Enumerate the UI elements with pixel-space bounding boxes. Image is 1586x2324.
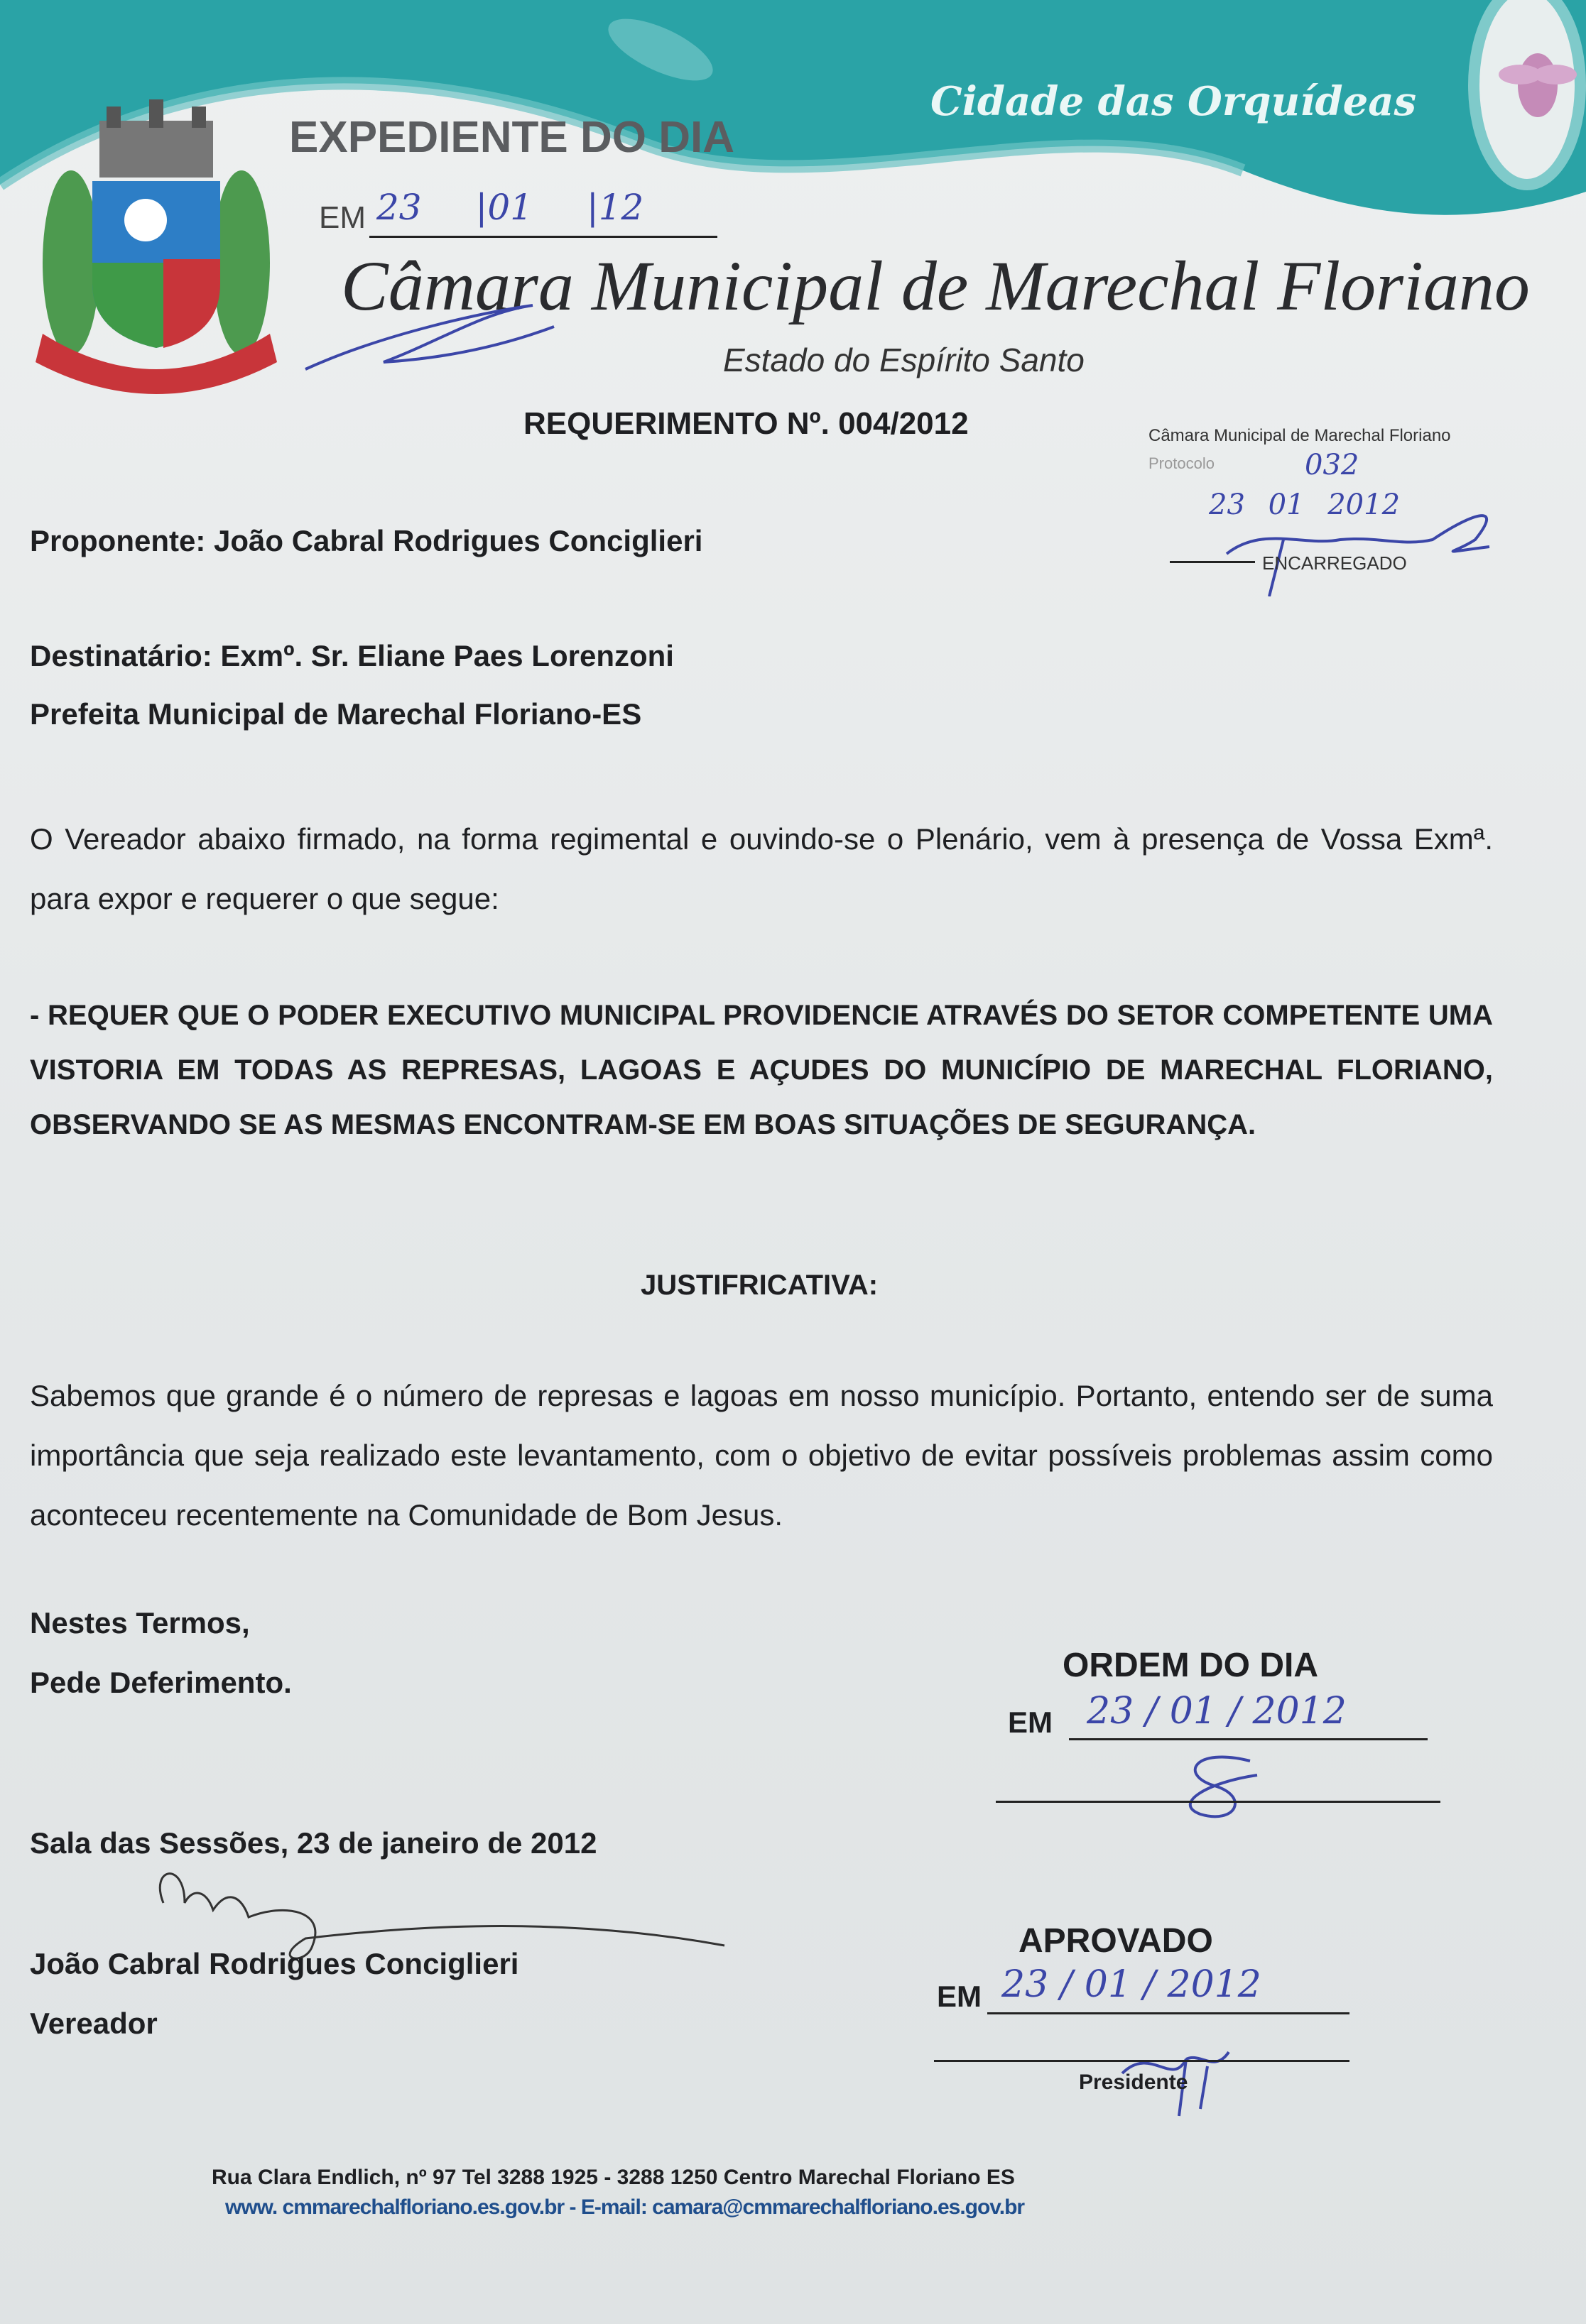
stamp-date-line	[369, 236, 717, 238]
proponent: Proponente: João Cabral Rodrigues Conciglieri	[30, 524, 703, 557]
closing-line-2: Pede Deferimento.	[30, 1666, 292, 1699]
protocol-date: 23 01 2012	[1209, 489, 1401, 521]
ordem-do-dia-title: ORDEM DO DIA	[1063, 1647, 1318, 1684]
protocol-sign-line	[1170, 561, 1255, 563]
municipal-crest-logo	[21, 99, 291, 398]
signer-role: Vereador	[30, 2007, 158, 2040]
justification-paragraph: Sabemos que grande é o número de represas e lagoas em nosso município. Portanto, entendo ser de suma importância que seja realizado este levantamento, com o objetivo de evitar possíveis problemas assim como aconteceu recentemente na Comunidade de Bom Jesus.	[30, 1379, 1493, 1532]
footer-separator: - E-mail:	[564, 2195, 653, 2219]
ordem-date-line	[1069, 1738, 1428, 1740]
protocol-stamp-label: Protocolo	[1148, 454, 1215, 472]
signer-name: João Cabral Rodrigues Conciglieri	[30, 1947, 519, 1980]
signature-scribble	[298, 284, 696, 376]
justification-title: JUSTIFRICATIVA:	[641, 1270, 879, 1301]
stamp-em-date: 23 |01 |12	[376, 187, 644, 228]
institution-name: Câmara Municipal de Marechal Floriano	[341, 246, 1530, 325]
aprovado-em: EM	[937, 1980, 982, 2013]
protocol-stamp	[1148, 426, 1518, 596]
ordem-signature	[1165, 1747, 1278, 1825]
aprovado-title: APROVADO	[1019, 1922, 1213, 1960]
ordem-sign-line	[996, 1801, 1440, 1803]
state-name: Estado do Espírito Santo	[723, 342, 1085, 378]
president-sign-line	[934, 2060, 1349, 2062]
protocol-number: 032	[1305, 449, 1359, 481]
city-slogan: Cidade das Orquídeas	[930, 78, 1417, 125]
ordem-do-dia-em: EM	[1008, 1706, 1053, 1739]
president-role: Presidente	[1079, 2071, 1188, 2094]
stamp-em-label: EM	[319, 200, 366, 235]
closing-line-1: Nestes Termos,	[30, 1606, 250, 1640]
protocol-role: ENCARREGADO	[1262, 552, 1407, 574]
place-date: Sala das Sessões, 23 de janeiro de 2012	[30, 1826, 597, 1860]
aprovado-date-line	[987, 2012, 1349, 2014]
ordem-do-dia-date: 23 / 01 / 2012	[1087, 1690, 1347, 1733]
intro-paragraph: O Vereador abaixo firmado, na forma regimental e ouvindo-se o Plenário, vem à presença de Vossa Exmª. para expor e requerer o que segue:	[30, 822, 1493, 915]
aprovado-date: 23 / 01 / 2012	[1001, 1963, 1261, 2006]
recipient: Destinatário: Exmº. Sr. Eliane Paes Lorenzoni	[30, 639, 674, 672]
recipient-title: Prefeita Municipal de Marechal Floriano-ES	[30, 697, 642, 731]
footer-website-link[interactable]: www. cmmarechalfloriano.es.gov.br	[225, 2195, 565, 2219]
footer-email-link[interactable]: camara@cmmarechalfloriano.es.gov.br	[652, 2195, 1025, 2219]
footer-contact	[225, 2195, 1024, 2220]
footer-address: Rua Clara Endlich, nº 97 Tel 3288 1925 - 3288 1250 Centro Marechal Floriano ES	[212, 2166, 1015, 2189]
protocol-stamp-header: Câmara Municipal de Marechal Floriano	[1148, 426, 1451, 445]
request-paragraph: - REQUER QUE O PODER EXECUTIVO MUNICIPAL PROVIDENCIE ATRAVÉS DO SETOR COMPETENTE UMA VISTORIA EM TODAS AS REPRESAS, LAGOAS E AÇUDES DO MUNICÍPIO DE MARECHAL FLORIANO, OBSERVANDO SE AS MESMAS ENCONTRAM-SE EM BOAS SITUAÇÕES DE SEGURANÇA.	[30, 1000, 1493, 1140]
protocol-signature	[1220, 497, 1504, 596]
document-title: REQUERIMENTO Nº. 004/2012	[523, 406, 969, 441]
stamp-expediente-do-dia: EXPEDIENTE DO DIA	[289, 113, 734, 162]
